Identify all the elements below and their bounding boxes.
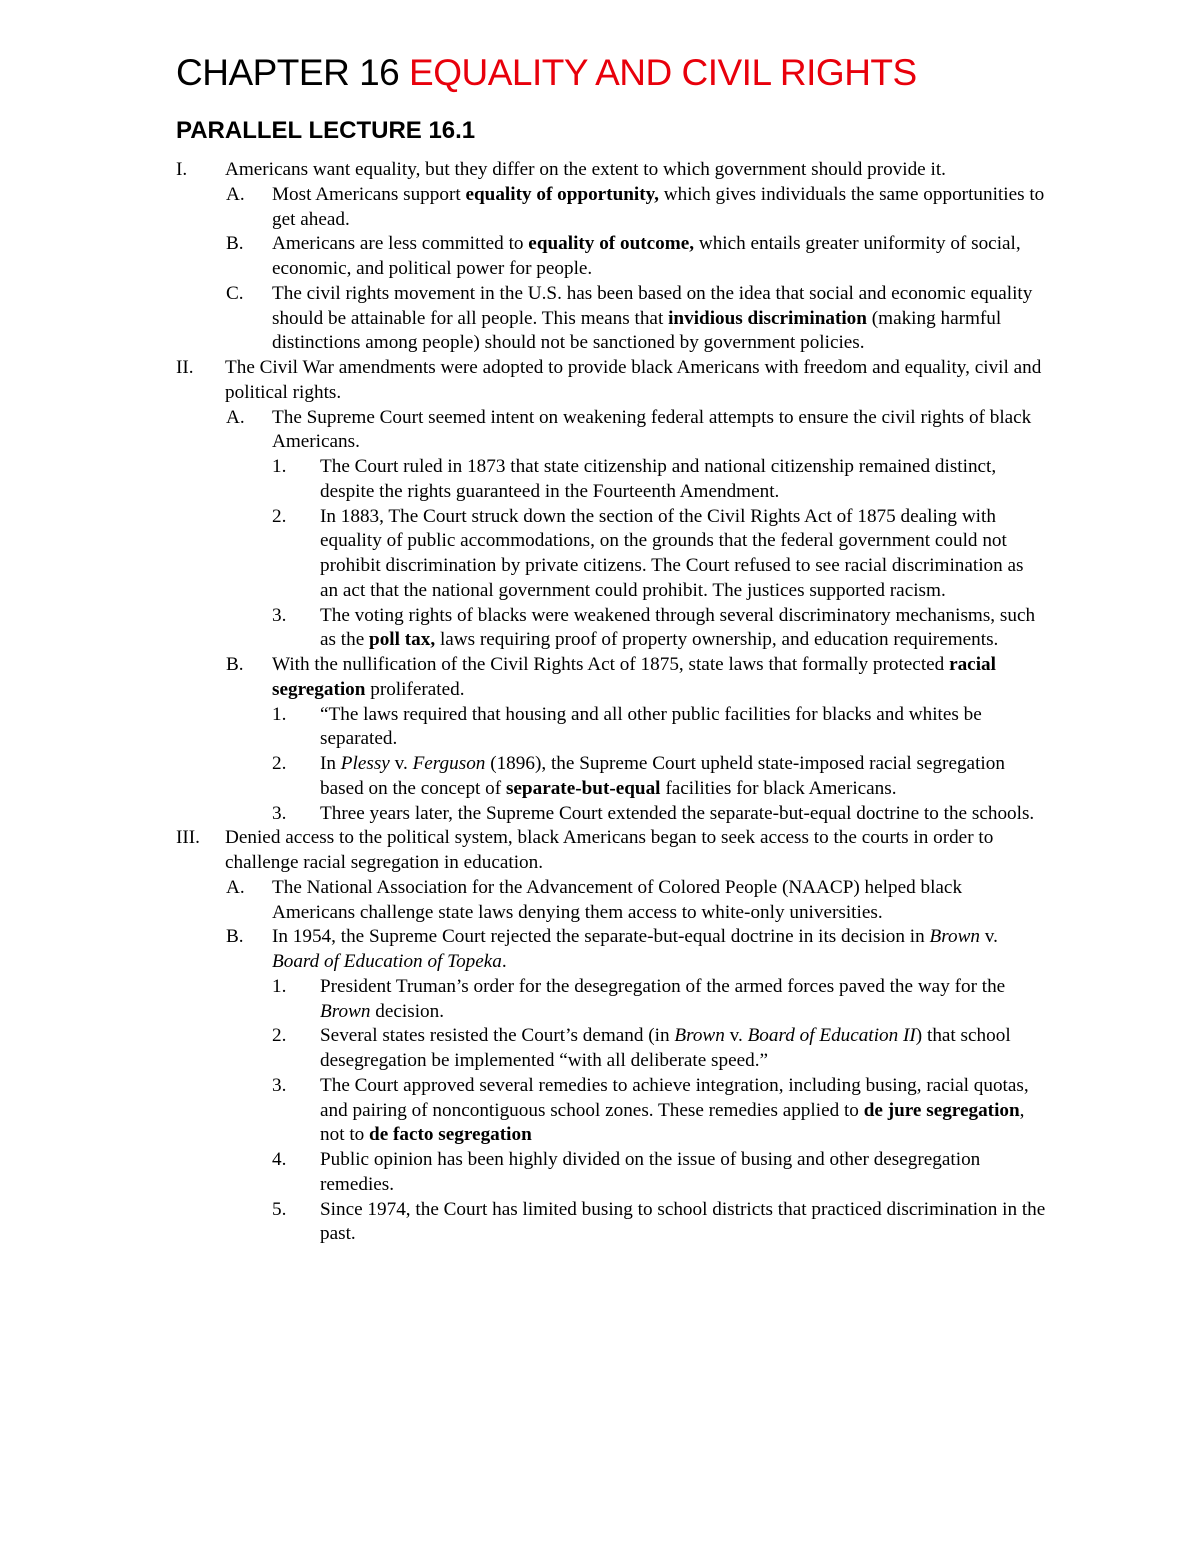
case-name: Brown (320, 1000, 371, 1022)
item-number: B. (226, 654, 244, 675)
chapter-title (176, 52, 917, 94)
item-number: 3. (272, 604, 287, 626)
item-text: . (501, 951, 507, 972)
item-text: The Court approved several remedies to achieve integration, including busing, racial quotas, and pairing of noncontiguous school zones. These remedies applied to (320, 1074, 1029, 1121)
lecture-outline (176, 158, 1046, 1247)
item-text: (1896), the Supreme Court upheld state-imposed racial segregation based on the concept of (320, 753, 1005, 799)
item-number: III. (176, 827, 200, 849)
item-number: 3. (272, 1074, 287, 1096)
lecture-title: PARALLEL LECTURE 16.1 (176, 117, 476, 144)
outline-item-III-B-3 (176, 1074, 1046, 1148)
item-text: which gives individuals the same opportunities to get ahead. (272, 183, 1045, 230)
outline-item-II-A-3 (176, 604, 1046, 654)
item-text: (making harmful distinctions among people) should not be sanctioned by government policies. (272, 307, 1002, 354)
outline-item-III (176, 826, 1046, 876)
item-text: The Supreme Court seemed intent on weakening federal attempts to ensure the civil rights of black Americans. (272, 406, 1032, 453)
outline-item-III-B-5 (176, 1198, 1046, 1248)
item-text: , not to (320, 1099, 1025, 1146)
item-text: Americans want equality, but they differ on the extent to which government should provide it. (225, 159, 946, 180)
item-text: proliferated. (365, 678, 465, 700)
item-text: Public opinion has been highly divided on the issue of busing and other desegregation remedies. (320, 1149, 981, 1195)
item-text: The Court ruled in 1873 that state citizenship and national citizenship remained distinct, despite the rights guaranteed in the Fourteenth Amendment. (320, 456, 997, 502)
item-number: 1. (272, 975, 287, 997)
item-text: which entails greater uniformity of social, economic, and political power for people. (272, 233, 1021, 279)
item-number: 3. (272, 802, 287, 824)
item-number: A. (226, 183, 245, 205)
outline-item-III-B-1 (176, 975, 1046, 1025)
item-number: B. (226, 926, 244, 948)
outline-item-II-B-2 (176, 752, 1046, 802)
item-text: Several states resisted the Court’s demand (in (320, 1025, 675, 1047)
outline-item-I-A (176, 183, 1046, 233)
item-text: Denied access to the political system, black Americans began to seek access to the courts in order to challenge racial segregation in education. (225, 827, 994, 873)
item-text: “The laws required that housing and all other public facilities for blacks and whites be separated. (320, 703, 982, 750)
item-text: v. (389, 753, 413, 774)
item-text: decision. (370, 1000, 445, 1022)
item-number: A. (226, 876, 245, 898)
outline-item-II-A (176, 406, 1046, 456)
key-term: separate-but-equal (505, 777, 661, 799)
item-text: ) that school desegregation be implemented “with all deliberate speed.” (320, 1025, 1011, 1071)
outline-item-III-B-4 (176, 1148, 1046, 1198)
item-number: 1. (272, 456, 287, 477)
outline-item-I (176, 158, 1046, 183)
item-text: In 1883, The Court struck down the section of the Civil Rights Act of 1875 dealing with equality of public accommodations, on the grounds that the federal government could not prohibit discrimination by private citizens. The Court refused to see racial discrimination as an act that the national government could prohibit. The justices supported racism. (320, 505, 1024, 601)
item-number: 2. (272, 505, 287, 527)
outline-item-II-B-1 (176, 703, 1046, 753)
outline-item-I-B (176, 232, 1046, 282)
outline-item-II (176, 356, 1046, 406)
key-term: de jure segregation (863, 1099, 1020, 1121)
outline-item-II-A-1 (176, 455, 1046, 505)
item-number: 4. (272, 1149, 287, 1170)
item-text: The National Association for the Advancement of Colored People (NAACP) helped black Americans challenge state laws denying them access to white-only universities. (272, 876, 963, 923)
case-name: Plessy (340, 753, 390, 774)
outline-item-II-B (176, 653, 1046, 703)
item-text: President Truman’s order for the desegregation of the armed forces paved the way for the (320, 975, 1006, 997)
key-term: equality of outcome, (528, 233, 695, 255)
case-name: Board of Education II (747, 1025, 916, 1047)
item-text: The voting rights of blacks were weakened through several discriminatory mechanisms, such as the (320, 604, 1036, 651)
item-text: Americans are less committed to (272, 233, 529, 255)
outline-item-I-C (176, 282, 1046, 356)
outline-item-III-B (176, 925, 1046, 975)
item-text: The civil rights movement in the U.S. has been based on the idea that social and economic equality should be attainable for all people. This means that (272, 282, 1033, 329)
item-text: Since 1974, the Court has limited busing to school districts that practiced discrimination in the past. (320, 1198, 1046, 1245)
item-text: v. (979, 926, 998, 948)
item-text: facilities for black Americans. (660, 777, 897, 799)
item-text: With the nullification of the Civil Rights Act of 1875, state laws that formally protected (272, 654, 950, 675)
item-text: Three years later, the Supreme Court extended the separate-but-equal doctrine to the schools. (320, 802, 1035, 824)
outline-item-II-A-2 (176, 505, 1046, 604)
item-text: Most Americans support (272, 183, 466, 205)
item-number: II. (176, 357, 194, 378)
case-name: Board of Education of Topeka (272, 951, 502, 972)
key-term: equality of opportunity, (465, 183, 659, 205)
outline-item-III-B-2 (176, 1024, 1046, 1074)
chapter-number: CHAPTER 16 (176, 52, 400, 93)
key-term: poll tax, (369, 629, 436, 651)
item-number: 2. (272, 753, 287, 774)
key-term: de facto segregation (369, 1124, 532, 1146)
item-text: In (320, 753, 341, 774)
item-text: v. (724, 1025, 748, 1047)
item-text: laws requiring proof of property ownership, and education requirements. (435, 629, 999, 651)
key-term: racial segregation (272, 654, 996, 700)
item-number: 5. (272, 1198, 287, 1220)
case-name: Ferguson (412, 753, 486, 774)
key-term: invidious discrimination (668, 307, 867, 329)
item-number: B. (226, 233, 244, 255)
item-text: In 1954, the Supreme Court rejected the separate-but-equal doctrine in its decision in (272, 926, 930, 948)
item-number: C. (226, 282, 244, 304)
case-name: Brown (929, 926, 980, 948)
item-text: The Civil War amendments were adopted to provide black Americans with freedom and equality, civil and political rights. (225, 357, 1042, 403)
item-number: I. (176, 159, 188, 180)
item-number: A. (226, 406, 245, 428)
item-number: 1. (272, 703, 287, 725)
outline-item-III-A (176, 876, 1046, 926)
outline-item-II-B-3 (176, 802, 1046, 827)
item-number: 2. (272, 1025, 287, 1047)
chapter-name: EQUALITY AND CIVIL RIGHTS (409, 52, 917, 93)
case-name: Brown (674, 1025, 725, 1047)
